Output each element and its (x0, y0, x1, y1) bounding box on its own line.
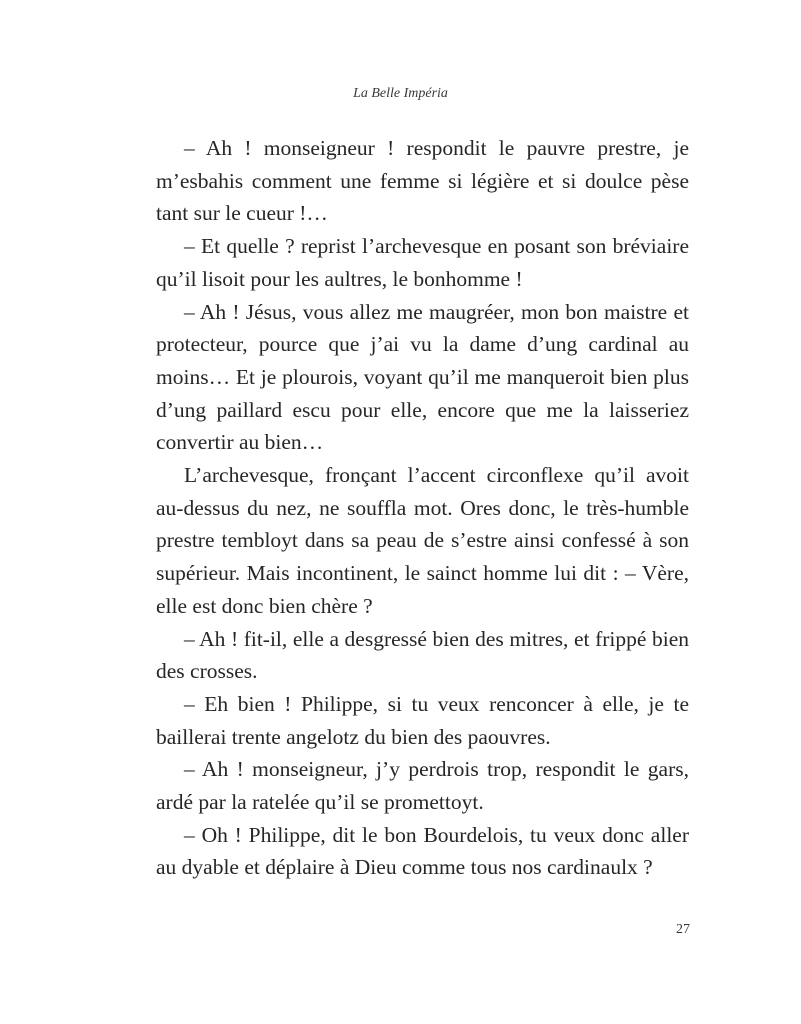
paragraph: – Et quelle ? reprist l’archevesque en posant son bréviaire qu’il lisoit pour les aultres, le bonhomme ! (156, 234, 689, 291)
paragraph: L’archevesque, fronçant l’accent circonflexe qu’il avoit au-dessus du nez, ne souffla mot. Ores donc, le très-humble prestre tembloyt dans sa peau de s’estre ainsi confessé à son supérieur. Mais incontinent, le sainct homme lui dit : – Vère, elle est donc bien chère ? (156, 463, 689, 618)
running-head: La Belle Impéria (353, 86, 448, 101)
page-number: 27 (676, 922, 690, 937)
body-text (156, 132, 689, 884)
paragraph: – Eh bien ! Philippe, si tu veux renconcer à elle, je te baillerai trente angelotz du bien des paouvres. (156, 691, 689, 749)
paragraph: – Ah ! monseigneur, j’y perdrois trop, respondit le gars, ardé par la ratelée qu’il se promettoyt. (156, 757, 689, 815)
paragraph: – Ah ! monseigneur ! respondit le pauvre prestre, je m’esbahis comment une femme si légière et si doulce pèse tant sur le cueur !… (156, 136, 689, 226)
paragraph: – Oh ! Philippe, dit le bon Bourdelois, tu veux donc aller au dyable et déplaire à Dieu comme tous nos cardinaulx ? (156, 822, 689, 880)
paragraph: – Ah ! fit-il, elle a desgressé bien des mitres, et frippé bien des crosses. (156, 626, 689, 684)
paragraph: – Ah ! Jésus, vous allez me maugréer, mon bon maistre et protecteur, pource que j’ai vu la dame d’ung cardinal au moins… Et je plourois, voyant qu’il me manqueroit bien plus d’ung paillard escu pour elle, encore que me la laisseriez convertir au bien… (156, 299, 689, 455)
